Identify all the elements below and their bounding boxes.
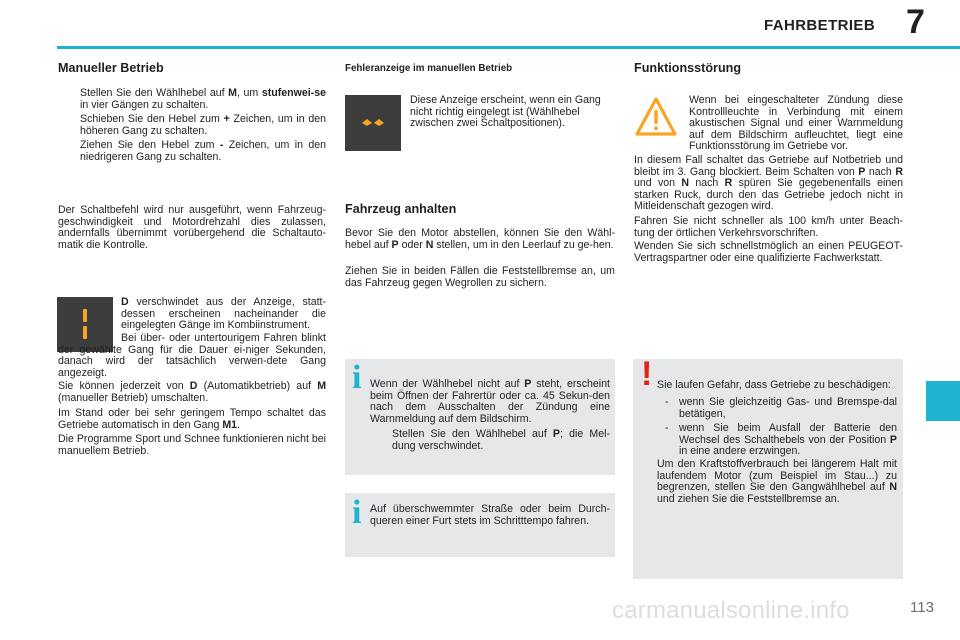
list-item-text: Stellen Sie den Wählhebel auf P; die Mel-dung verschwindet.: [392, 428, 610, 452]
paragraph-speed-limit: Fahren Sie nicht schneller als 100 km/h unter Beach-tung der örtlichen Verkehrsvorschriften.: [634, 215, 903, 239]
bullet-marker: [58, 140, 80, 163]
subheading-error-display: Fehleranzeige im manuellen Betrieb: [345, 63, 513, 74]
bullet-marker: [58, 88, 80, 111]
paragraph-neutral: Bevor Sie den Motor abstellen, können Sie den Wähl-hebel auf P oder N stellen, um in den Leerlauf zu ge-hen.: [345, 227, 615, 251]
paragraph-auto-m1: Im Stand oder bei sehr geringem Tempo schaltet das Getriebe automatisch in den Gang M1.: [58, 407, 326, 431]
dash-marker: -: [665, 422, 669, 434]
list-item-text: wenn Sie beim Ausfall der Batterie den Wechsel des Schalthebels von der Position P in eine andere erzwingen.: [679, 422, 897, 458]
info-icon: i: [352, 494, 362, 531]
list-item: [58, 140, 326, 163]
page-number: 113: [910, 599, 934, 616]
heading-malfunction: Funktionsstörung: [634, 61, 742, 75]
paragraph-parking-brake: Ziehen Sie in beiden Fällen die Feststellbremse an, um das Fahrzeug gegen Wegrollen zu sichern.: [345, 265, 615, 289]
list-item-text: wenn Sie gleichzeitig Gas- und Bremspe-dal betätigen,: [679, 396, 897, 420]
info-text-warning-message: Wenn der Wählhebel nicht auf P steht, erscheint beim Öffnen der Fahrertür oder ca. 45 Sekun-den nach dem Ausschalten der Zündung eine Warnmeldung auf dem Bildschirm.: [370, 378, 610, 425]
list-item: [370, 429, 610, 452]
list-item-text: Stellen Sie den Wählhebel auf M, um stufenwei-se in vier Gängen zu schalten.: [80, 87, 326, 111]
paragraph-contact-dealer: Wenden Sie sich schnellstmöglich an einen PEUGEOT-Vertragspartner oder eine qualifizierte Fachwerkstatt.: [634, 240, 903, 264]
paragraph-sport-snow: Die Programme Sport und Schnee funktionieren nicht bei manuellem Betrieb.: [58, 433, 326, 457]
chapter-title: FAHRBETRIEB: [764, 17, 876, 34]
warning-exclamation-icon: !: [641, 355, 653, 393]
warning-triangle-icon: [633, 94, 679, 140]
gear-error-icon: [345, 95, 401, 151]
list-item-text: Schieben Sie den Hebel zum + Zeichen, um in den höheren Gang zu schalten.: [80, 113, 327, 137]
paragraph-over-under-rev: Bei über- oder untertourigem Fahren blinkt der gewählte Gang für die Dauer ei-niger Sekunden, danach wird der tatsächlich verwen-dete Gang angezeigt.: [58, 332, 326, 379]
bullet-marker: [370, 429, 392, 452]
list-item-text: Ziehen Sie den Hebel zum - Zeichen, um in den niedrigeren Gang zu schalten.: [80, 139, 326, 163]
info-icon: i: [352, 359, 362, 396]
dash-marker: -: [665, 396, 669, 408]
paragraph-emergency-mode: In diesem Fall schaltet das Getriebe auf Notbetrieb und bleibt im 3. Gang blockiert. Beim Schalten von P nach R und von N nach R spüren Sie gegebenenfalls einen starken Ruck, durch den das Getriebe jedoch nicht in Mitleidenschaft gezogen wird.: [634, 154, 903, 213]
list-item: [657, 397, 897, 420]
list-item: [657, 423, 897, 458]
list-item: [58, 114, 326, 137]
list-item: [58, 88, 326, 111]
watermark: carmanualsonline.info: [612, 597, 850, 624]
paragraph-error-indicator: Diese Anzeige erscheint, wenn ein Gang nicht richtig eingelegt ist (Wählhebel zwischen zwei Schaltpositionen).: [410, 94, 601, 130]
info-text-flooded-road: Auf überschwemmter Straße oder beim Durch-queren einer Furt stets im Schritttempo fahren.: [370, 503, 610, 527]
paragraph-d-disappears: D verschwindet aus der Anzeige, statt-dessen erscheinen nacheinander die eingelegten Gänge im Kombiinstrument.: [121, 296, 326, 332]
chapter-side-tab: [926, 381, 960, 421]
bullet-marker: [58, 114, 80, 137]
chapter-number: 7: [906, 3, 925, 41]
warning-fuel-tip: Um den Kraftstoffverbrauch bei längerem Halt mit laufendem Motor (zum Beispiel im Stau...) zu begrenzen, stellen Sie den Gangwählhebel auf N und ziehen Sie die Feststellbremse an.: [657, 458, 897, 505]
paragraph-shift-condition: Der Schaltbefehl wird nur ausgeführt, wenn Fahrzeug-geschwindigkeit und Motordrehzahl dies zulassen, andernfalls übernimmt vorübergehend die Schaltauto-matik die Kontrolle.: [58, 204, 326, 251]
paragraph-switch-d-m: Sie können jederzeit von D (Automatikbetrieb) auf M (manueller Betrieb) umschalten.: [58, 380, 327, 404]
header-rule: [57, 46, 960, 49]
paragraph-warning-lamp: Wenn bei eingeschalteter Zündung diese Kontrollleuchte in Verbindung mit einem akustischen Signal und einer Warnmeldung auf dem Bildschirm aufleuchtet, liegt eine Funktionsstörung im Getriebe vor.: [689, 94, 903, 153]
heading-manual-mode: Manueller Betrieb: [58, 61, 164, 75]
warning-intro: Sie laufen Gefahr, dass Getriebe zu beschädigen:: [657, 379, 891, 391]
heading-stop-vehicle: Fahrzeug anhalten: [345, 202, 457, 216]
